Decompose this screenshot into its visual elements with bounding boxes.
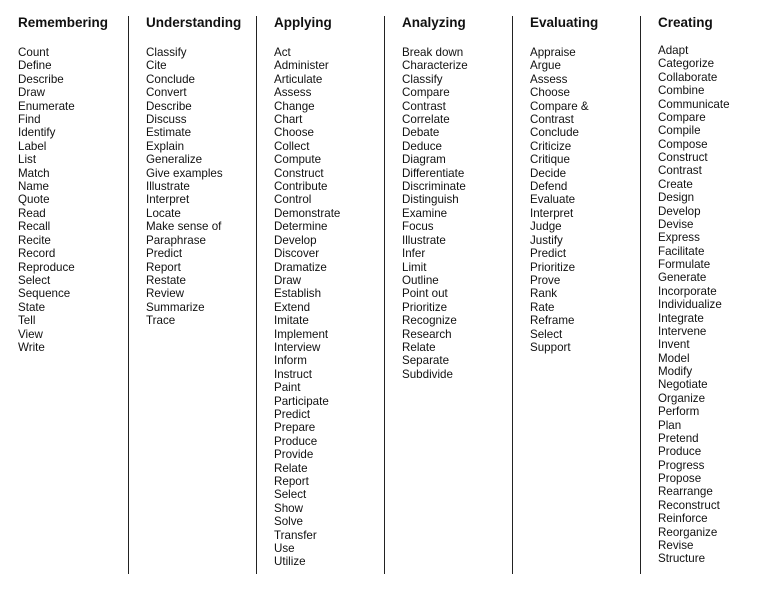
- column-divider: [128, 16, 129, 574]
- verb-item: Focus: [402, 220, 434, 234]
- verb-item: Act: [274, 46, 291, 59]
- verb-item: Generalize: [146, 153, 203, 167]
- verb-item: Diagram: [402, 153, 446, 167]
- verb-item: Justify: [530, 233, 563, 247]
- verb-item: Point out: [402, 287, 448, 301]
- verb-item: Evaluate: [530, 193, 576, 207]
- verb-item: Predict: [146, 247, 183, 261]
- column-understanding: [146, 14, 241, 574]
- verb-item: Debate: [402, 126, 440, 140]
- verb-item: Restate: [146, 273, 186, 287]
- verb-item: Prioritize: [402, 300, 448, 314]
- verb-item: Label: [18, 139, 47, 153]
- verb-item: Extend: [274, 300, 311, 314]
- verb-item: Describe: [18, 72, 64, 86]
- verb-item: Report: [274, 475, 309, 488]
- verb-item: Relate: [274, 461, 308, 475]
- verb-item: Enumerate: [18, 99, 75, 113]
- verb-item: Paint: [274, 381, 301, 395]
- verb-item: Predict: [274, 407, 311, 421]
- verb-item: Participate: [274, 394, 329, 408]
- verb-item: Utilize: [274, 555, 306, 569]
- verb-item: Administer: [274, 59, 329, 73]
- verb-item: Categorize: [658, 57, 715, 71]
- verb-item: Assess: [274, 86, 312, 100]
- verb-item: Sequence: [18, 287, 71, 301]
- column-divider: [384, 16, 385, 574]
- verb-item: Select: [274, 488, 307, 502]
- verb-item: Formulate: [658, 258, 711, 271]
- verb-item: Limit: [402, 260, 427, 274]
- verb-item: Differentiate: [402, 166, 465, 180]
- verb-item: Record: [18, 247, 56, 261]
- verb-item: Break down: [402, 46, 464, 59]
- verb-item: Structure: [658, 552, 706, 566]
- verb-item: Contrast: [658, 164, 702, 178]
- verb-item: Articulate: [274, 72, 323, 86]
- verb-item: Illustrate: [402, 233, 446, 247]
- verb-item: Develop: [658, 204, 701, 218]
- verb-item: Demonstrate: [274, 206, 341, 220]
- verb-item: Compile: [658, 124, 701, 138]
- verb-item: Facilitate: [658, 244, 705, 258]
- column-evaluating: [530, 14, 598, 574]
- verb-item: Appraise: [530, 46, 576, 59]
- verb-item: Dramatize: [274, 260, 327, 274]
- verb-item: Interpret: [146, 193, 190, 207]
- verb-item: Produce: [658, 445, 702, 459]
- verb-list: [658, 44, 730, 566]
- verb-item: Distinguish: [402, 193, 459, 207]
- verb-item: Research: [402, 327, 452, 341]
- verb-item: Illustrate: [146, 180, 190, 194]
- verb-item: Prove: [530, 273, 561, 287]
- verb-item: Discuss: [146, 113, 187, 127]
- verb-item: Trace: [146, 314, 176, 328]
- column-remembering: [18, 14, 108, 574]
- verb-item: Compare: [402, 86, 450, 100]
- verb-item: Incorporate: [658, 284, 717, 298]
- verb-item: Determine: [274, 220, 328, 234]
- verb-item: Recognize: [402, 314, 457, 328]
- verb-item: Match: [18, 166, 50, 180]
- verb-item: Perform: [658, 405, 700, 419]
- verb-item: Explain: [146, 139, 185, 153]
- column-header: Analyzing: [402, 15, 466, 30]
- verb-item: Support: [530, 340, 571, 354]
- verb-item: Assess: [530, 72, 568, 86]
- verb-item: Compare &: [530, 99, 589, 113]
- verb-item: Inform: [274, 354, 307, 368]
- verb-item: Develop: [274, 233, 317, 247]
- verb-item: Control: [274, 193, 312, 207]
- verb-item: Make sense of: [146, 220, 222, 234]
- verb-item: List: [18, 153, 37, 167]
- verb-item: Conclude: [146, 72, 195, 86]
- verb-item: Define: [18, 59, 52, 73]
- verb-item: Reconstruct: [658, 498, 720, 512]
- verb-list: [18, 46, 108, 354]
- verb-list: [530, 46, 598, 354]
- column-header: Creating: [658, 15, 713, 30]
- verb-item: Draw: [18, 86, 46, 100]
- verb-item: Communicate: [658, 97, 730, 111]
- verb-item: Rearrange: [658, 485, 713, 499]
- verb-item: Cite: [146, 59, 167, 73]
- verb-list: [402, 46, 468, 381]
- verb-item: Collect: [274, 139, 310, 153]
- verb-item: Give examples: [146, 166, 223, 180]
- verb-item: Reorganize: [658, 525, 718, 539]
- verb-item: Identify: [18, 126, 56, 140]
- verb-item: Decide: [530, 166, 567, 180]
- verb-item: Progress: [658, 458, 705, 472]
- verb-item: Design: [658, 191, 695, 205]
- verb-item: Transfer: [274, 528, 317, 542]
- verb-item: Separate: [402, 354, 450, 368]
- verb-item: Review: [146, 287, 185, 301]
- verb-item: Prepare: [274, 421, 316, 435]
- verb-item: Create: [658, 177, 693, 191]
- verb-item: Adapt: [658, 44, 689, 57]
- verb-item: Compare: [658, 110, 706, 124]
- verb-item: Report: [146, 260, 181, 274]
- verb-item: Name: [18, 180, 49, 194]
- verb-item: Integrate: [658, 311, 704, 325]
- verb-item: Produce: [274, 434, 318, 448]
- verb-item: Collaborate: [658, 70, 718, 84]
- verb-item: Express: [658, 231, 700, 245]
- verb-item: Subdivide: [402, 367, 453, 381]
- verb-item: Summarize: [146, 300, 205, 314]
- verb-item: State: [18, 300, 46, 314]
- verb-item: Provide: [274, 448, 314, 462]
- verb-list: [274, 46, 340, 569]
- verb-item: Intervene: [658, 324, 707, 338]
- verb-item: Convert: [146, 86, 187, 100]
- verb-item: Select: [18, 273, 51, 287]
- verb-item: Draw: [274, 273, 302, 287]
- verb-item: Chart: [274, 113, 303, 127]
- verb-list: [146, 46, 241, 328]
- verb-item: Change: [274, 99, 315, 113]
- verb-item: Defend: [530, 180, 568, 194]
- verb-item: Choose: [530, 86, 570, 100]
- verb-item: Critique: [530, 153, 570, 167]
- verb-item: Describe: [146, 99, 192, 113]
- verb-item: Quote: [18, 193, 50, 207]
- verb-item: Pretend: [658, 431, 699, 445]
- verb-item: Reframe: [530, 314, 575, 328]
- verb-item: Establish: [274, 287, 322, 301]
- verb-item: Select: [530, 327, 563, 341]
- verb-item: Outline: [402, 273, 439, 287]
- column-divider: [256, 16, 257, 574]
- column-applying: [274, 14, 340, 574]
- verb-item: Characterize: [402, 59, 468, 73]
- verb-item: Tell: [18, 314, 36, 328]
- verb-item: Imitate: [274, 314, 309, 328]
- verb-item: Correlate: [402, 113, 450, 127]
- verb-item: Contrast: [530, 113, 574, 127]
- verb-item: Reproduce: [18, 260, 75, 274]
- verb-item: Invent: [658, 338, 690, 352]
- verb-item: Conclude: [530, 126, 579, 140]
- verb-item: Reinforce: [658, 512, 708, 526]
- verb-item: Discover: [274, 247, 320, 261]
- verb-item: Interpret: [530, 206, 574, 220]
- verb-item: Criticize: [530, 139, 572, 153]
- verb-item: Judge: [530, 220, 562, 234]
- verb-item: Negotiate: [658, 378, 708, 392]
- verb-item: Revise: [658, 538, 694, 552]
- verb-item: Count: [18, 46, 49, 59]
- column-divider: [640, 16, 641, 574]
- column-header: Applying: [274, 15, 332, 30]
- column-analyzing: [402, 14, 468, 574]
- column-header: Remembering: [18, 15, 109, 30]
- verb-item: Locate: [146, 206, 181, 220]
- verb-item: Contribute: [274, 180, 328, 194]
- verb-item: Construct: [274, 166, 324, 180]
- verb-item: Read: [18, 206, 46, 220]
- verb-item: Use: [274, 542, 295, 556]
- verb-item: Construct: [658, 151, 708, 164]
- verb-item: Infer: [402, 247, 426, 261]
- verb-item: Organize: [658, 391, 706, 405]
- verb-item: Recall: [18, 220, 51, 234]
- verb-item: Compute: [274, 153, 322, 167]
- verb-item: Classify: [402, 72, 443, 86]
- verb-item: Generate: [658, 271, 707, 285]
- verb-item: View: [18, 327, 43, 341]
- verb-item: Devise: [658, 217, 694, 231]
- verb-item: Estimate: [146, 126, 192, 140]
- verb-item: Examine: [402, 206, 448, 220]
- verb-item: Solve: [274, 515, 304, 529]
- verb-item: Paraphrase: [146, 233, 206, 247]
- verb-item: Predict: [530, 247, 567, 261]
- verb-item: Find: [18, 113, 41, 127]
- verb-item: Discriminate: [402, 180, 466, 194]
- verb-item: Implement: [274, 327, 329, 341]
- verb-item: Prioritize: [530, 260, 576, 274]
- verb-item: Model: [658, 351, 690, 365]
- verb-item: Compose: [658, 137, 708, 151]
- verb-item: Choose: [274, 126, 314, 140]
- verb-item: Propose: [658, 472, 702, 485]
- verb-item: Show: [274, 501, 304, 515]
- verb-item: Combine: [658, 84, 705, 98]
- verb-item: Deduce: [402, 139, 442, 153]
- verb-item: Argue: [530, 59, 561, 73]
- verb-item: Interview: [274, 340, 321, 354]
- column-creating: [658, 14, 730, 574]
- verb-item: Classify: [146, 46, 187, 59]
- verb-item: Write: [18, 340, 45, 354]
- column-divider: [512, 16, 513, 574]
- verb-item: Rate: [530, 300, 555, 314]
- verb-item: Individualize: [658, 298, 722, 312]
- verb-item: Plan: [658, 418, 682, 432]
- column-header: Evaluating: [530, 15, 599, 30]
- verb-item: Recite: [18, 233, 51, 247]
- verb-item: Relate: [402, 340, 436, 354]
- verb-item: Instruct: [274, 367, 313, 381]
- column-header: Understanding: [146, 15, 242, 30]
- verb-item: Contrast: [402, 99, 446, 113]
- verb-item: Modify: [658, 365, 693, 378]
- verb-item: Rank: [530, 287, 558, 301]
